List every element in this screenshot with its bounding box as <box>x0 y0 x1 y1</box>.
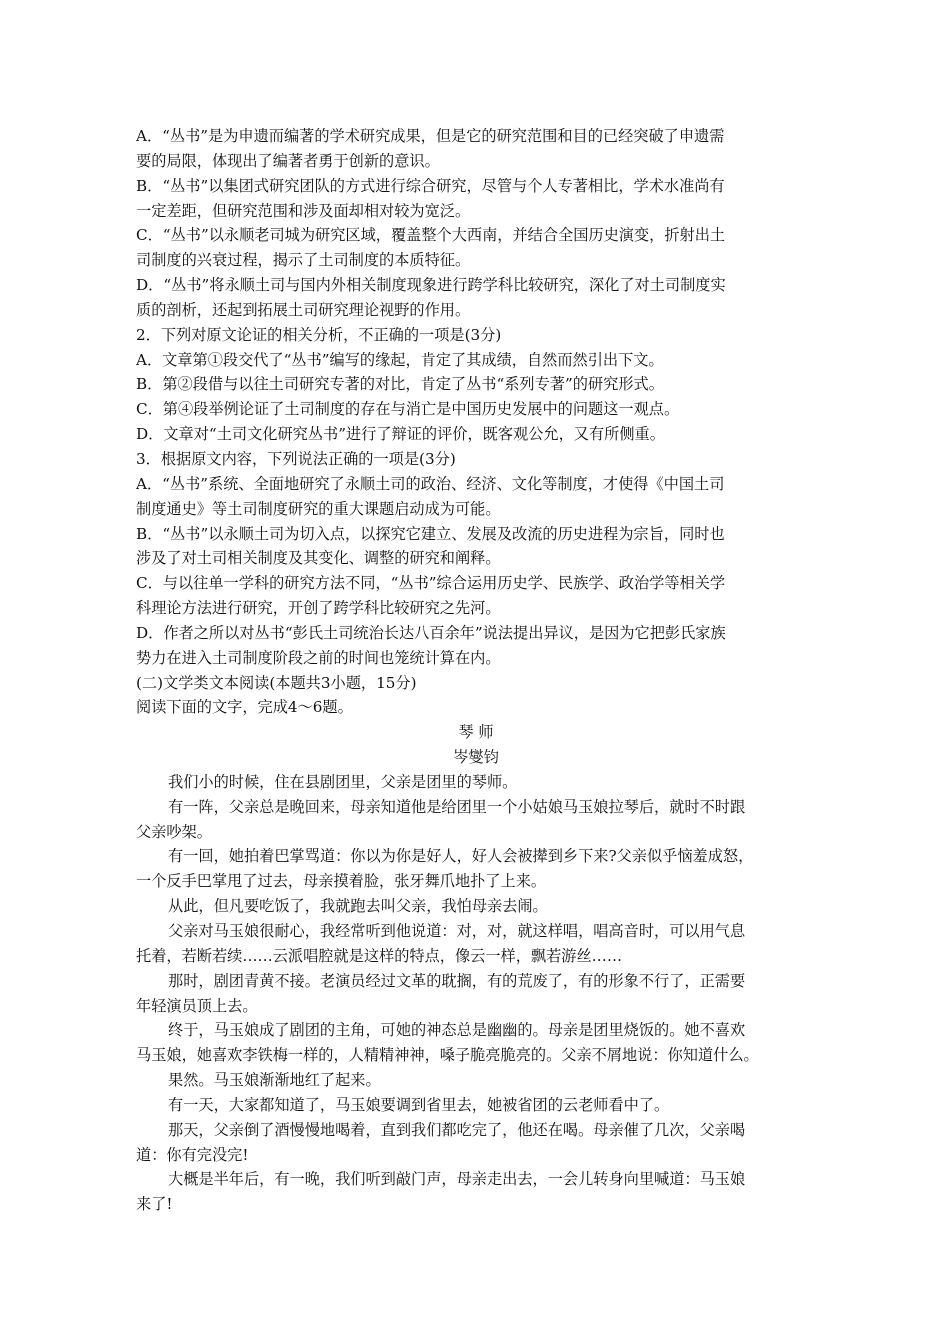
text-line: B．“丛书”以集团式研究团队的方式进行综合研究，尽管与个人专著相比，学术水准尚有 <box>136 176 725 195</box>
text-line: (二)文学类文本阅读(本题共3小题，15分) <box>136 673 417 692</box>
text-line: 阅读下面的文字，完成4～6题。 <box>136 698 353 717</box>
text-line: 2．下列对原文论证的相关分析，不正确的一项是(3分) <box>136 325 502 344</box>
text-line: 势力在进入土司制度阶段之前的时间也笼统计算在内。 <box>136 648 501 667</box>
text-line: 有一天，大家都知道了，马玉娘要调到省里去，她被省团的云老师看中了。 <box>168 1095 670 1114</box>
text-line: 一个反手巴掌甩了过去，母亲摸着脸，张牙舞爪地扑了上来。 <box>136 872 547 891</box>
text-line: C．与以往单一学科的研究方法不同，“丛书”综合运用历史学、民族学、政治学等相关学 <box>136 574 726 593</box>
text-line: D．“丛书”将永顺土司与国内外相关制度现象进行跨学科比较研究，深化了对土司制度实 <box>136 276 726 295</box>
text-line: 制度通史》等土司制度研究的重大课题启动成为可能。 <box>136 499 501 518</box>
text-line: 父亲吵架。 <box>136 822 212 841</box>
text-line: A．“丛书”系统、全面地研究了永顺土司的政治、经济、文化等制度，才使得《中国土司 <box>136 474 725 493</box>
text-line: 那时，剧团青黄不接。老演员经过文革的耽搁，有的荒废了，有的形象不行了，正需要 <box>168 971 746 990</box>
text-line: 来了! <box>136 1195 173 1214</box>
text-line: 有一阵，父亲总是晚回来，母亲知道他是给团里一个小姑娘马玉娘拉琴后，就时不时跟 <box>168 797 746 816</box>
text-line: 父亲对马玉娘很耐心，我经常听到他说道：对，对，就这样唱，唱高音时，可以用气息 <box>168 922 746 940</box>
text-line: C．第④段举例论证了土司制度的存在与消亡是中国历史发展中的问题这一观点。 <box>136 400 680 419</box>
text-line: 科理论方法进行研究，开创了跨学科比较研究之先河。 <box>136 599 501 618</box>
text-line: C．“丛书”以永顺老司城为研究区域，覆盖整个大西南，并结合全国历史演变，折射出土 <box>136 226 726 245</box>
text-line: 有一回，她拍着巴掌骂道：你以为你是好人，好人会被撵到乡下来?父亲似乎恼羞成怒， <box>168 847 754 866</box>
text-line: B．“丛书”以永顺土司为切入点，以探究它建立、发展及改流的历史进程为宗旨，同时也 <box>136 524 725 543</box>
text-line: 质的剖析，还起到拓展土司研究理论视野的作用。 <box>136 300 471 319</box>
text-line: 果然。马玉娘渐渐地红了起来。 <box>168 1071 381 1090</box>
text-line: D．作者之所以对丛书“彭氏土司统治长达八百余年”说法提出异议，是因为它把彭氏家族 <box>136 623 726 642</box>
text-line: A．“丛书”是为申遗而编著的学术研究成果，但是它的研究范围和目的已经突破了申遗需 <box>136 127 725 145</box>
text-line: 终于，马玉娘成了剧团的主角，可她的神态总是幽幽的。母亲是团里烧饭的。她不喜欢 <box>168 1021 746 1040</box>
document-page <box>136 124 816 1217</box>
text-line: 托着，若断若续……云派唱腔就是这样的特点，像云一样，飘若游丝…… <box>136 946 622 965</box>
text-line: 马玉娘，她喜欢李铁梅一样的，人精精神神，嗓子脆亮脆亮的。父亲不屑地说：你知道什么。 <box>136 1046 759 1065</box>
text-line: D．文章对“土司文化研究丛书”进行了辩证的评价，既客观公允，又有所侧重。 <box>136 425 665 444</box>
text-line: 琴 师 <box>458 723 494 742</box>
text-line: 一定差距，但研究范围和涉及面却相对较为宽泛。 <box>136 201 471 220</box>
text-line: 大概是半年后，有一晚，我们听到敲门声，母亲走出去，一会儿转身向里喊道：马玉娘 <box>168 1170 746 1189</box>
text-line: 涉及了对土司相关制度及其变化、调整的研究和阐释。 <box>136 549 501 568</box>
text-line: B．第②段借与以往土司研究专著的对比，肯定了丛书“系列专著”的研究形式。 <box>136 375 664 394</box>
text-line: 那天，父亲倒了酒慢慢地喝着，直到我们都吃完了，他还在喝。母亲催了几次，父亲喝 <box>168 1120 746 1139</box>
text-line: 从此，但凡要吃饭了，我就跑去叫父亲，我怕母亲去闹。 <box>168 897 548 916</box>
text-line: A．文章第①段交代了“丛书”编写的缘起，肯定了其成绩，自然而然引出下文。 <box>136 350 664 369</box>
text-line: 我们小的时候，住在县剧团里，父亲是团里的琴师。 <box>168 772 518 791</box>
text-line: 3．根据原文内容，下列说法正确的一项是(3分) <box>136 449 456 468</box>
text-line: 岑燮钧 <box>453 748 499 767</box>
text-line: 道：你有完没完! <box>136 1145 249 1164</box>
text-line: 司制度的兴衰过程，揭示了土司制度的本质特征。 <box>136 251 471 270</box>
text-line: 年轻演员顶上去。 <box>136 996 258 1015</box>
text-line: 要的局限，体现出了编著者勇于创新的意识。 <box>136 151 440 170</box>
